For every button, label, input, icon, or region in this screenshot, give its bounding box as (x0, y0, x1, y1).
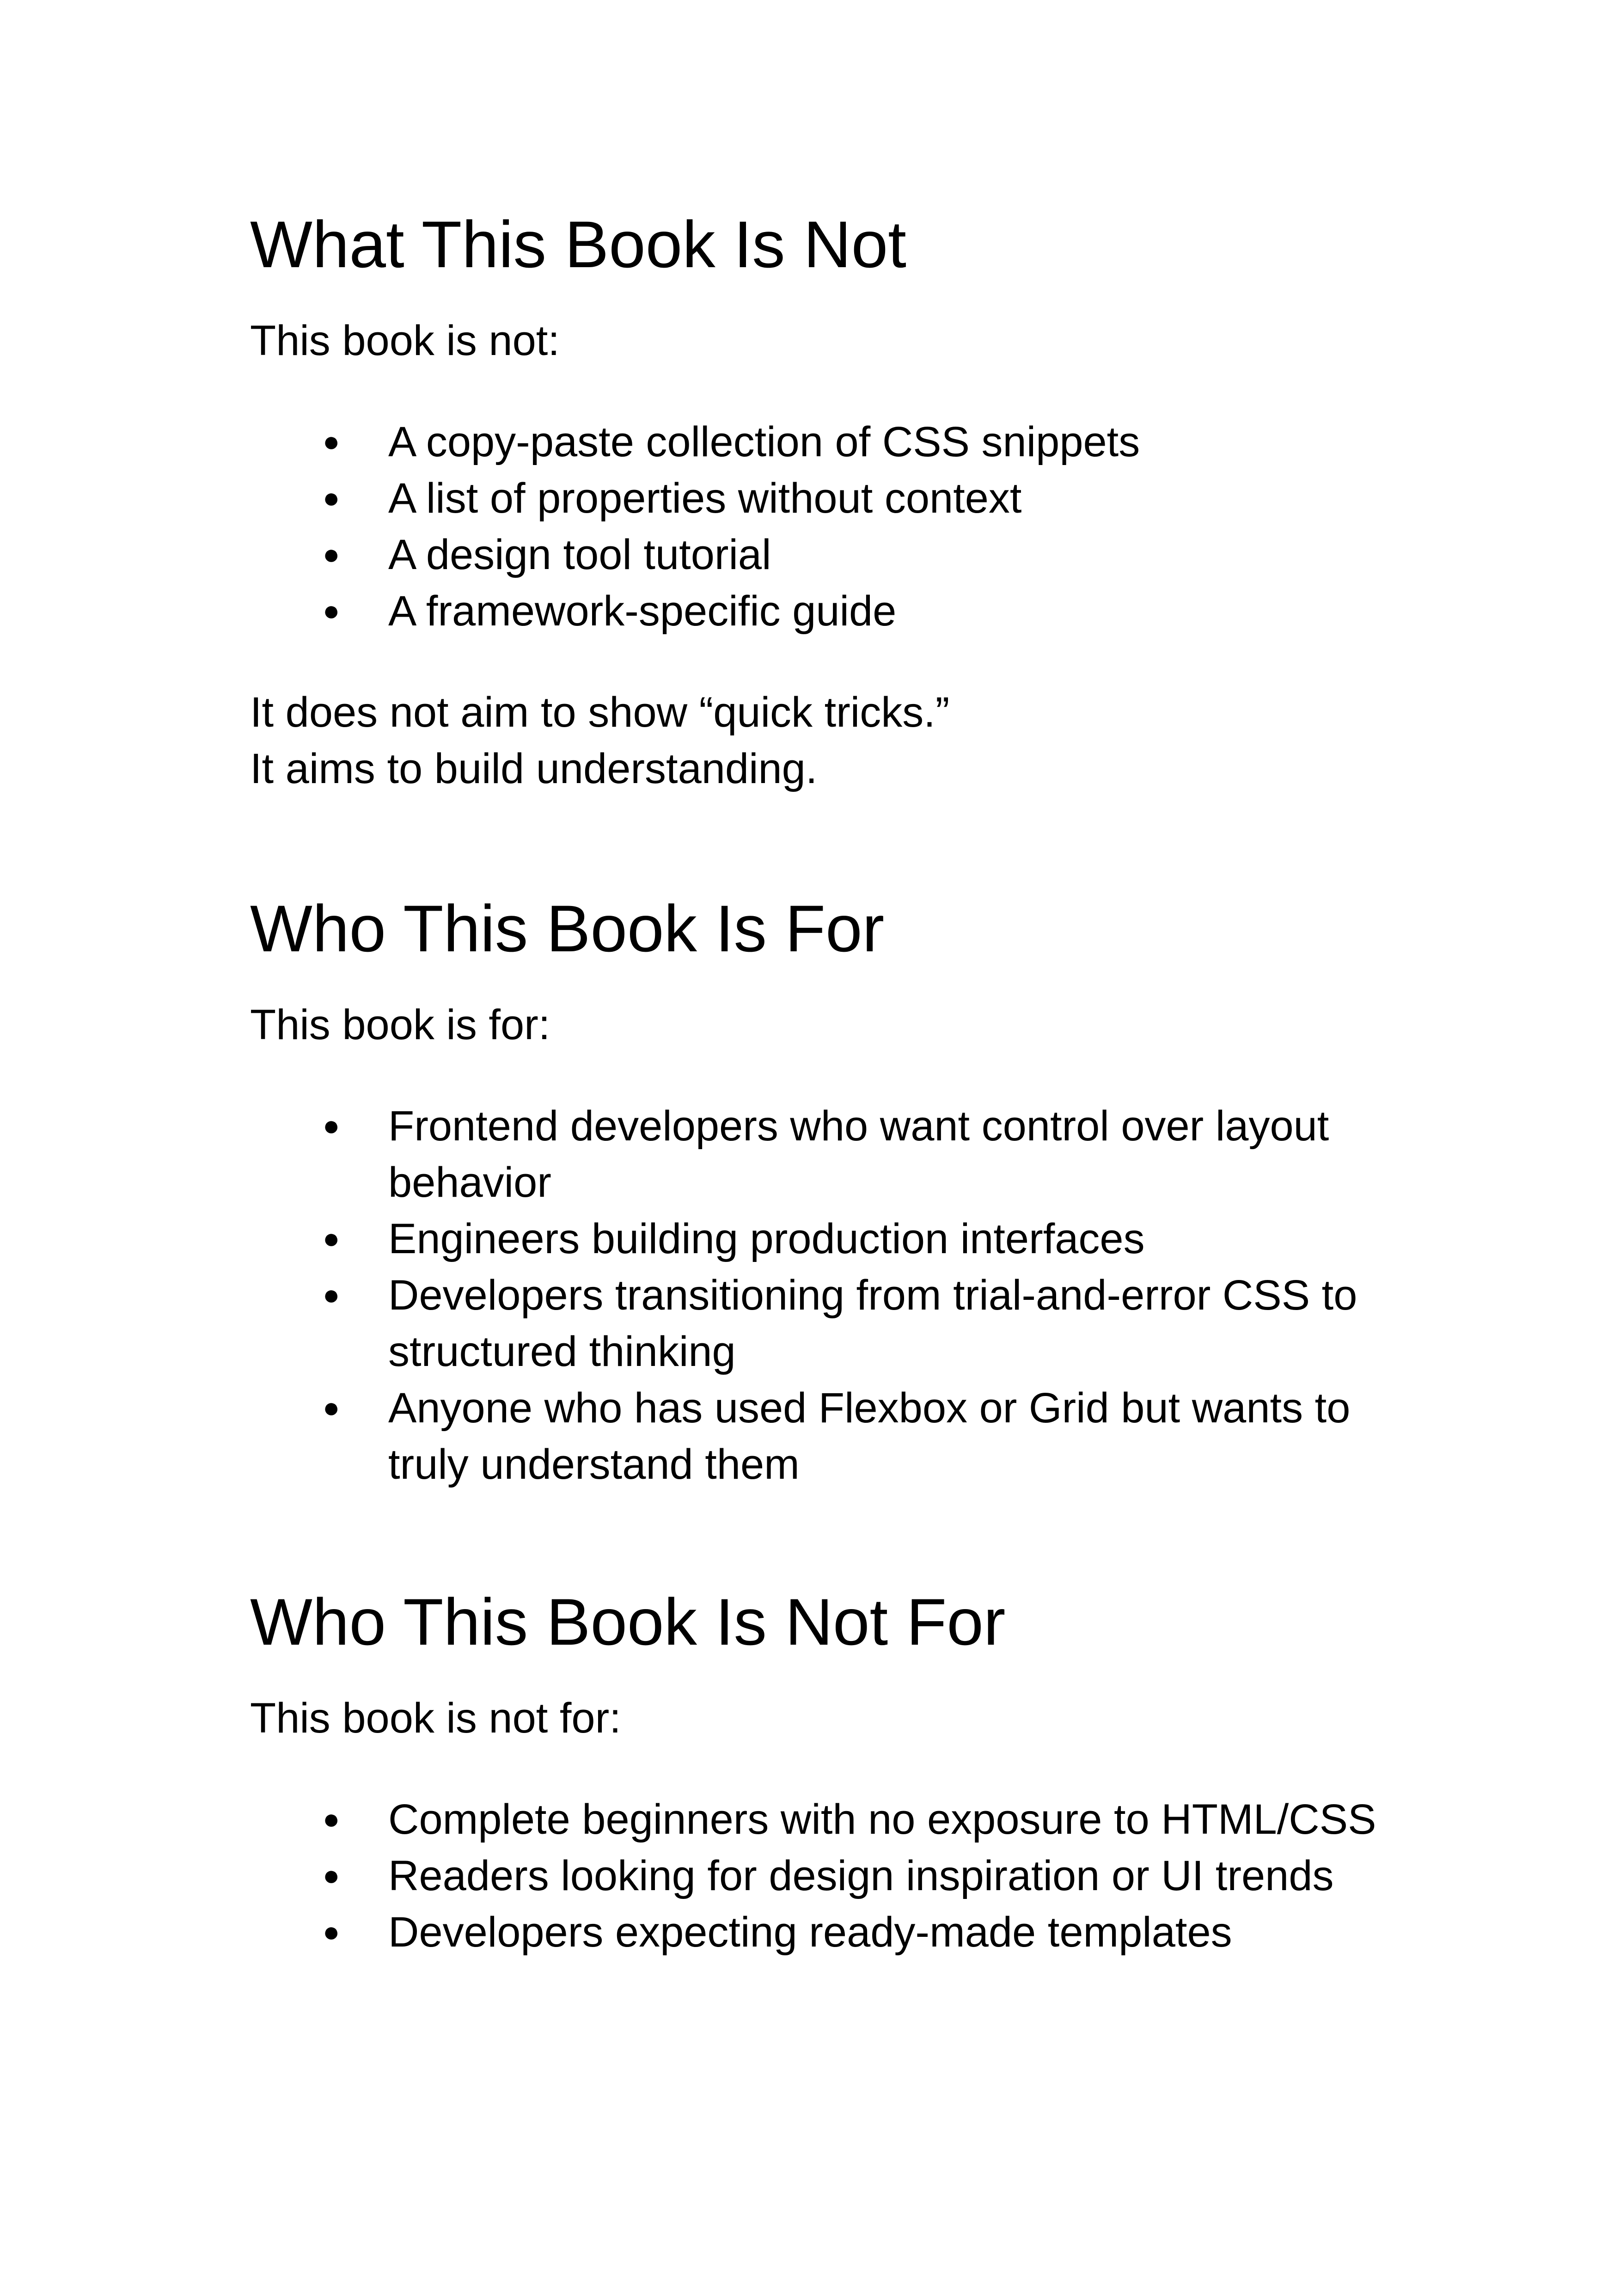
list-item: ● Readers looking for design inspiration or UI trends (250, 1848, 1614, 1904)
bullet-icon: ● (323, 1279, 340, 1311)
list-item: ● Complete beginners with no exposure to HTML/CSS (250, 1791, 1614, 1848)
bullet-icon: ● (323, 1803, 340, 1835)
bullet-list (250, 1791, 1406, 1960)
bullet-list (250, 1098, 1406, 1493)
bullet-icon: ● (323, 1916, 340, 1948)
list-item: ● Anyone who has used Flexbox or Grid but wants to truly understand them (250, 1380, 1614, 1493)
list-item: ● A copy-paste collection of CSS snippets (250, 414, 1614, 470)
section-intro: This book is for: (250, 1001, 550, 1048)
bullet-icon: ● (323, 426, 340, 458)
list-item: ● Frontend developers who want control over layout behavior (250, 1098, 1614, 1211)
section-heading: Who This Book Is Not For (250, 1586, 1006, 1659)
list-item: ● A design tool tutorial (250, 527, 1614, 583)
list-item: ● A framework-specific guide (250, 583, 1614, 639)
bullet-icon: ● (323, 1392, 340, 1424)
list-item: ● A list of properties without context (250, 470, 1614, 527)
closing-line: It does not aim to show “quick tricks.” (250, 689, 950, 736)
section-intro: This book is not for: (250, 1695, 621, 1742)
list-item: ● Developers transitioning from trial-and-error CSS to structured thinking (250, 1267, 1614, 1380)
section-heading: What This Book Is Not (250, 208, 906, 282)
section-what-this-book-is-not (250, 199, 1406, 797)
section-who-this-book-is-for (250, 883, 1406, 1493)
section-heading: Who This Book Is For (250, 892, 885, 966)
section-intro: This book is not: (250, 317, 560, 364)
list-item: ● Developers expecting ready-made templates (250, 1904, 1614, 1960)
section-who-this-book-is-not-for (250, 1576, 1406, 1960)
bullet-list (250, 414, 1406, 639)
bullet-icon: ● (323, 539, 340, 570)
list-item: ● Engineers building production interfaces (250, 1211, 1614, 1267)
bullet-icon: ● (323, 1110, 340, 1142)
bullet-icon: ● (323, 595, 340, 627)
closing-line: It aims to build understanding. (250, 745, 818, 792)
bullet-icon: ● (323, 482, 340, 514)
bullet-icon: ● (323, 1860, 340, 1892)
bullet-icon: ● (323, 1223, 340, 1255)
